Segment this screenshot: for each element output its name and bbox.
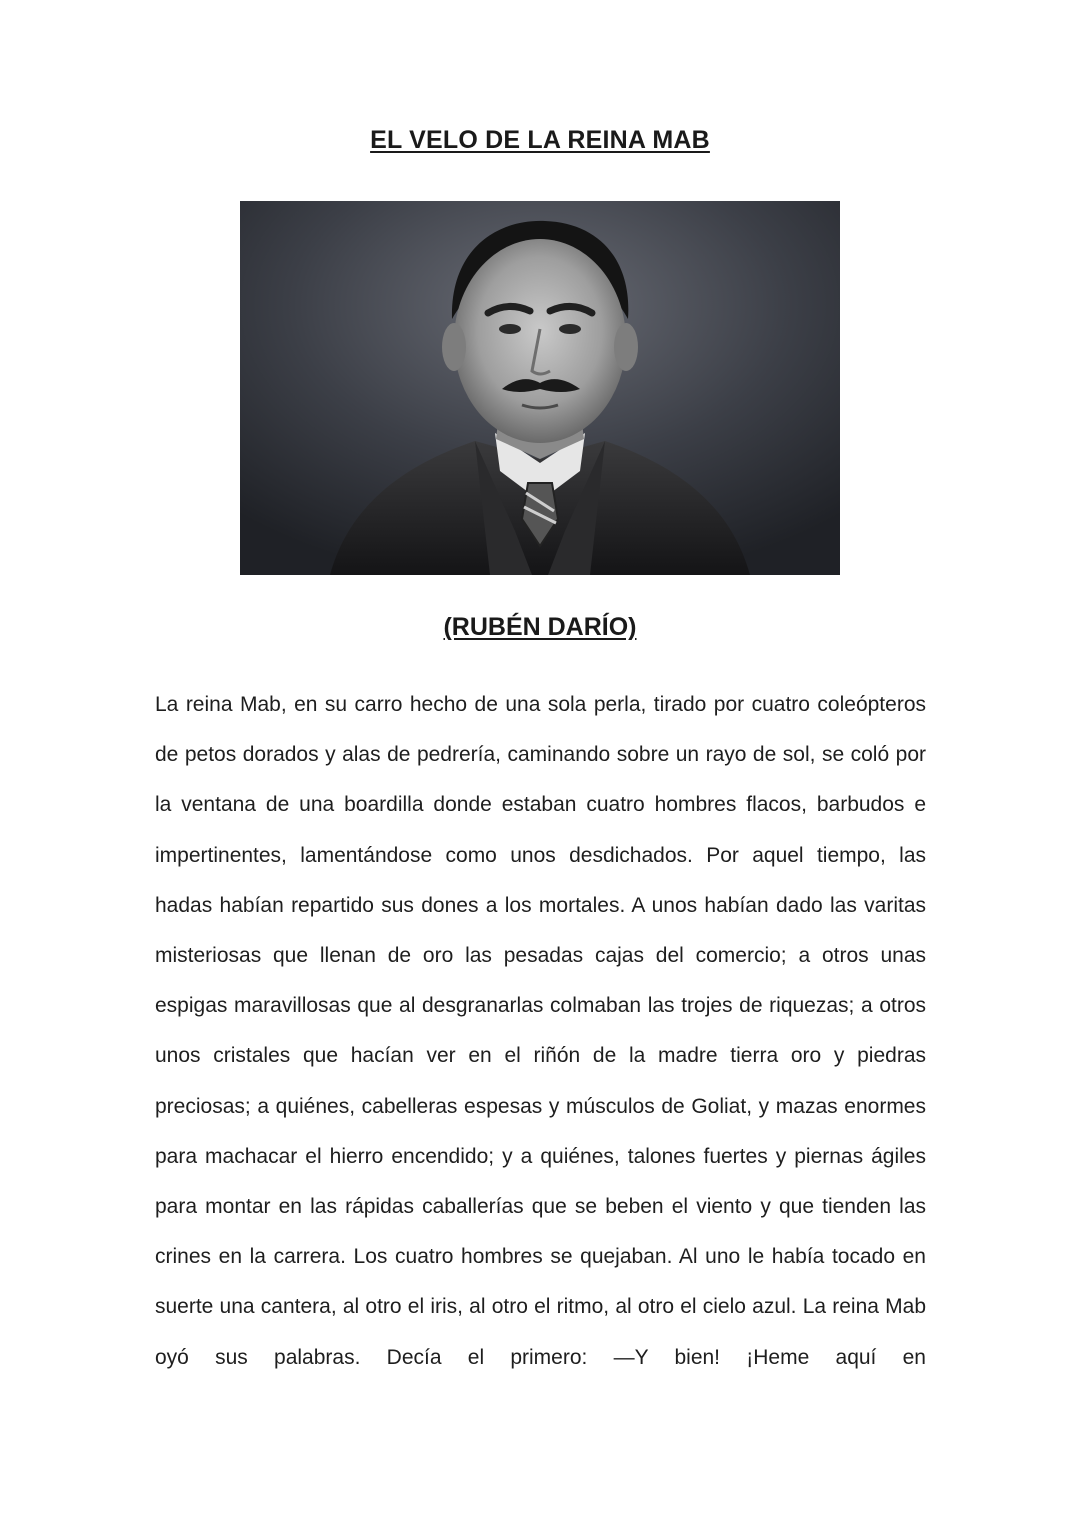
author-name: (RUBÉN DARÍO): [443, 613, 637, 641]
portrait-photo: [240, 201, 840, 575]
body-paragraph: La reina Mab, en su carro hecho de una sola perla, tirado por cuatro coleópteros de petos dorados y alas de pedrería, caminando sobre un rayo de sol, se coló por la ventana de una boardilla donde estaban cuatro hombres flacos, barbudos e impertinentes, lamentándose como unos desdichados. Por aquel tiempo, las hadas habían repartido sus dones a los mortales. A unos habían dado las varitas misteriosas que llenan de oro las pesadas cajas del comercio; a otros unas espigas maravillosas que al desgranarlas colmaban las trojes de riquezas; a otros unos cristales que hacían ver en el riñón de la madre tierra oro y piedras preciosas; a quiénes, cabelleras espesas y músculos de Goliat, y mazas enormes para machacar el hierro encendido; y a quiénes, talones fuertes y piernas ágiles para montar en las rápidas caballerías que se beben el viento y que tienden las crines en la carrera. Los cuatro hombres se quejaban. Al uno le había tocado en suerte una cantera, al otro el iris, al otro el ritmo, al otro el cielo azul. La reina Mab oyó sus palabras. Decía el primero: —Y bien! ¡Heme aquí en: [155, 693, 926, 1369]
portrait-illustration: [240, 201, 840, 575]
document-title: EL VELO DE LA REINA MAB: [370, 126, 710, 154]
